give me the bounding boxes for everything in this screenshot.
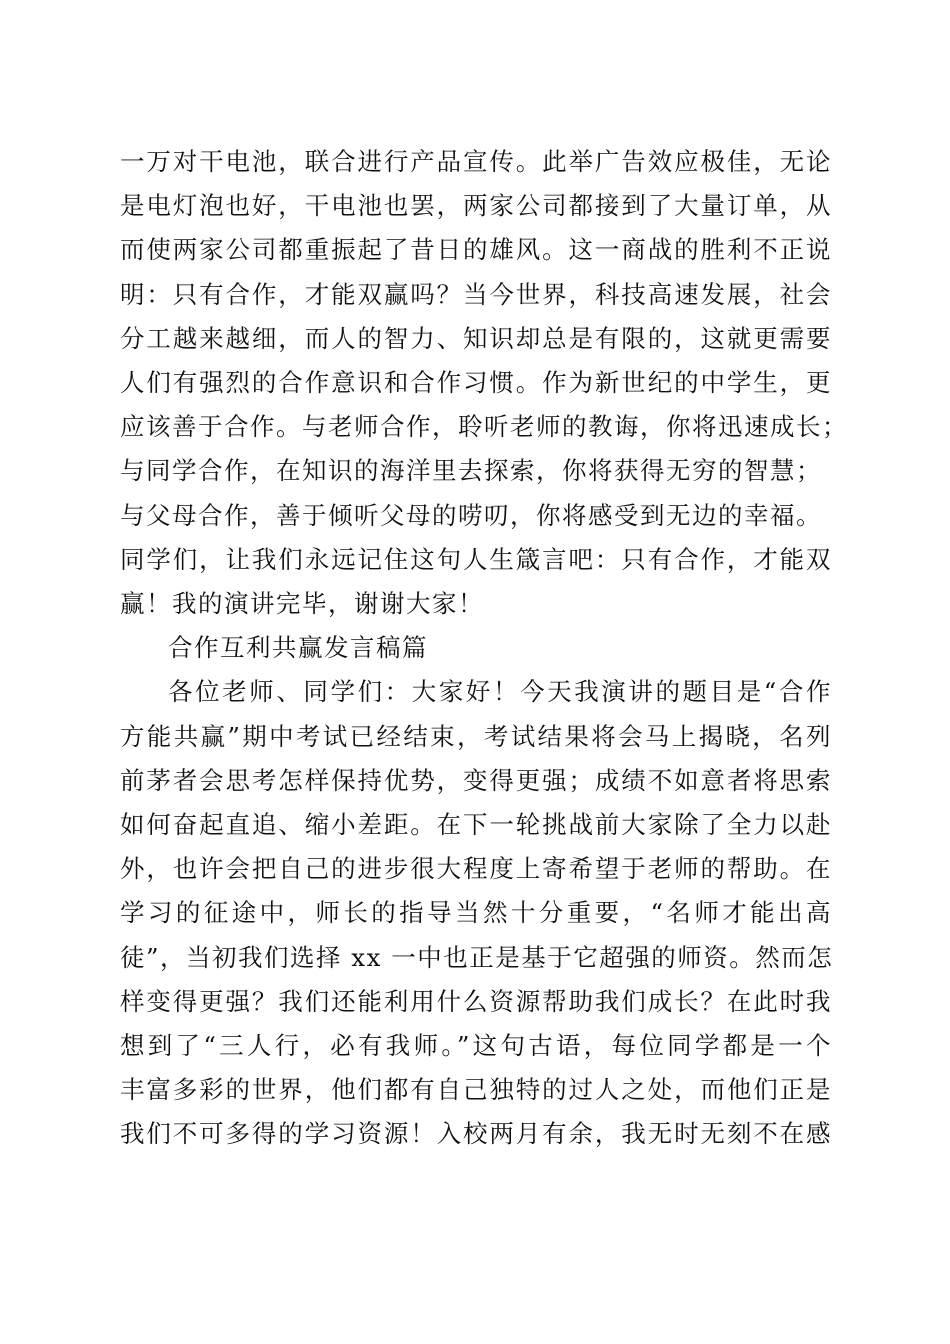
text-line: 样变得更强？我们还能利用什么资源帮助我们成长？在此时我 — [120, 986, 832, 1016]
text-line: 一万对干电池，联合进行产品宣传。此举广告效应极佳，无论 — [120, 147, 832, 176]
text-line: 明：只有合作，才能双赢吗？当今世界，科技高速发展，社会 — [120, 279, 832, 309]
text-line: 学习的征途中，师长的指导当然十分重要，“名师才能出高 — [120, 898, 832, 928]
text-line: 丰富多彩的世界，他们都有自己独特的过人之处，而他们正是 — [120, 1075, 832, 1105]
text-line: 我们不可多得的学习资源！入校两月有余，我无时无刻不在感 — [120, 1119, 832, 1149]
text-line: 想到了“三人行，必有我师。”这句古语，每位同学都是一个 — [120, 1031, 832, 1060]
text-line: 外，也许会把自己的进步很大程度上寄希望于老师的帮助。在 — [120, 854, 832, 884]
text-line: 是电灯泡也好，干电池也罢，两家公司都接到了大量订单，从 — [120, 191, 832, 221]
text-line: 方能共赢”期中考试已经结束，考试结果将会马上揭晓，名列 — [120, 721, 832, 751]
text-line: 应该善于合作。与老师合作，聆听老师的教诲，你将迅速成长； — [120, 412, 848, 442]
text-line: 人们有强烈的合作意识和合作习惯。作为新世纪的中学生，更 — [120, 368, 832, 397]
text-line: 赢！我的演讲完毕，谢谢大家！ — [120, 589, 484, 618]
text-line: 徒”，当初我们选择 xx 一中也正是基于它超强的师资。然而怎 — [120, 942, 834, 972]
text-line: 如何奋起直追、缩小差距。在下一轮挑战前大家除了全力以赴 — [120, 810, 832, 839]
text-line: 各位老师、同学们：大家好！今天我演讲的题目是“合作 — [168, 677, 832, 707]
text-line: 同学们，让我们永远记住这句人生箴言吧：只有合作，才能双 — [120, 544, 832, 574]
text-line: 分工越来越细，而人的智力、知识却总是有限的，这就更需要 — [120, 323, 832, 353]
text-line: 与父母合作，善于倾听父母的唠叨，你将感受到无边的幸福。 — [120, 500, 822, 530]
section-heading: 合作互利共赢发言稿篇 — [168, 633, 428, 663]
text-line: 而使两家公司都重振起了昔日的雄风。这一商战的胜利不正说 — [120, 235, 832, 265]
text-line: 与同学合作，在知识的海洋里去探索，你将获得无穷的智慧； — [120, 456, 822, 486]
text-line: 前茅者会思考怎样保持优势，变得更强；成绩不如意者将思索 — [120, 765, 832, 795]
